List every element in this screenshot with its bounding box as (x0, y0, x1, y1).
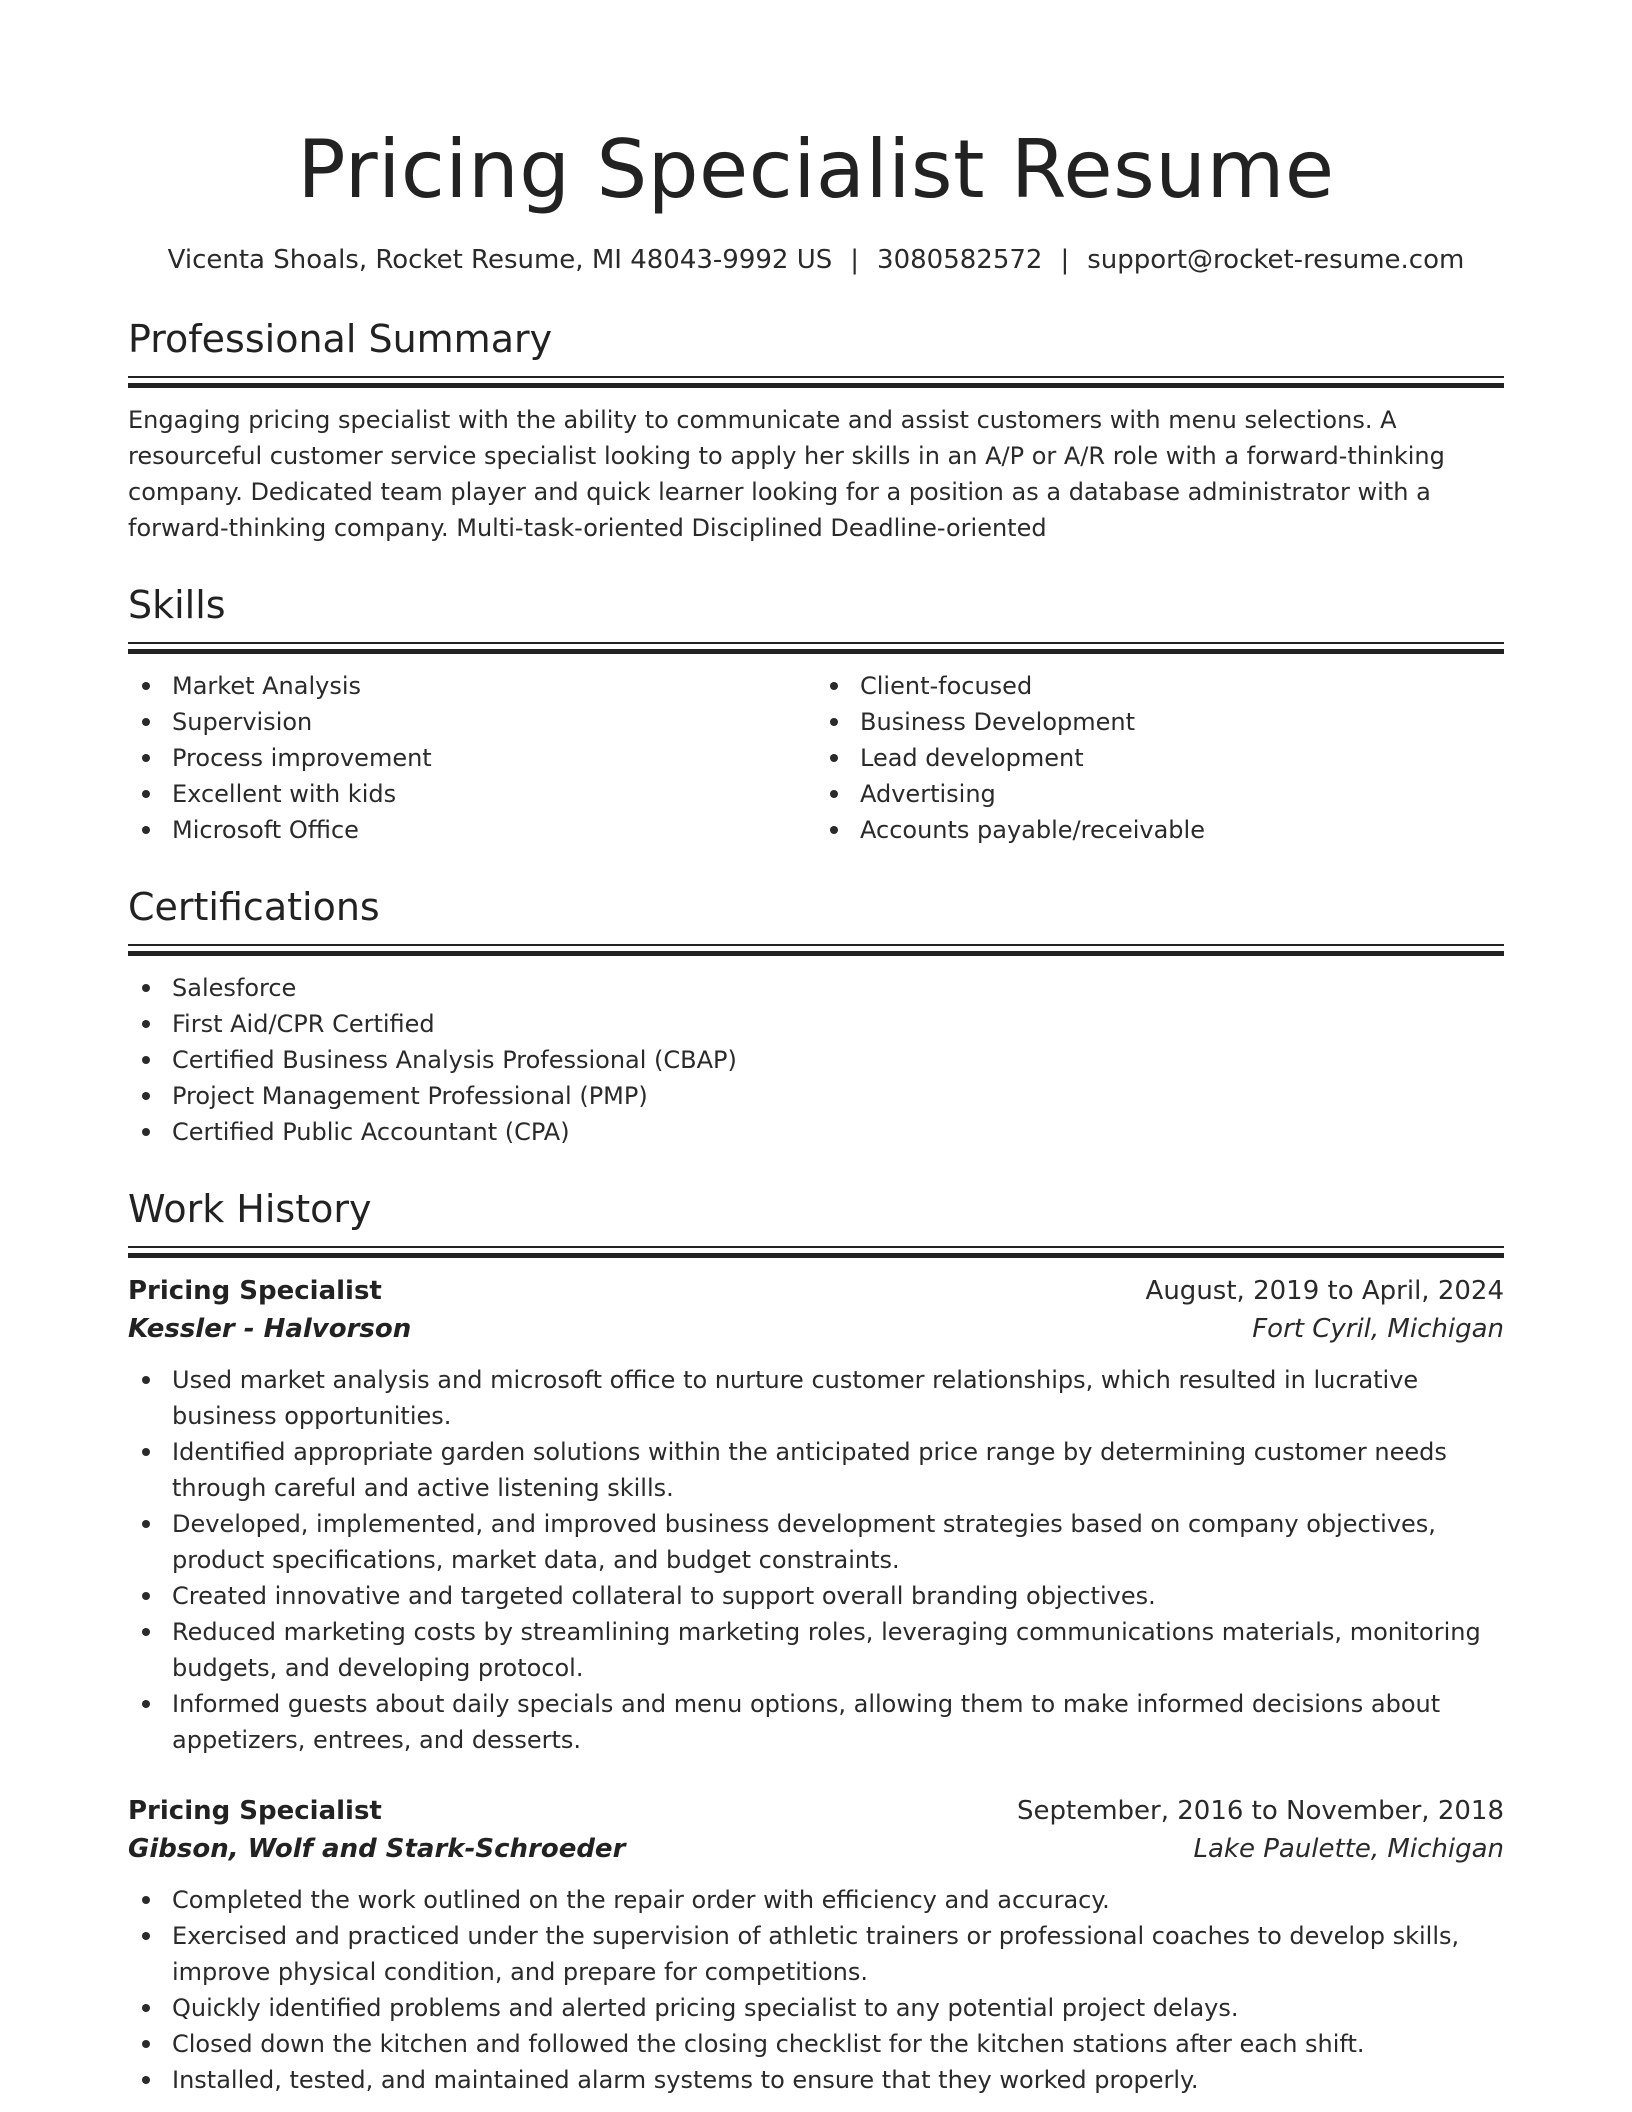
section-divider (128, 376, 1504, 388)
skill-item: Client-focused (816, 668, 1504, 704)
skills-column-right (816, 668, 1504, 848)
section-heading-work-history: Work History (128, 1187, 372, 1231)
certifications-list (128, 970, 1504, 1150)
job-bullet-list (128, 1362, 1504, 1758)
contact-line (128, 240, 1504, 280)
job-bullet: Quickly identified problems and alerted pricing specialist to any potential project delays. (128, 1990, 1504, 2026)
job-bullet: Used market analysis and microsoft office to nurture customer relationships, which resulted in lucrative business opportunities. (128, 1362, 1504, 1434)
job-dates: September, 2016 to November, 2018 (1017, 1796, 1504, 1826)
section-heading-skills: Skills (128, 583, 226, 627)
contact-separator: | (1060, 245, 1070, 275)
job-company: Kessler - Halvorson (128, 1314, 412, 1344)
certification-item: First Aid/CPR Certified (128, 1006, 1504, 1042)
job-location: Fort Cyril, Michigan (1252, 1314, 1504, 1344)
job-dates: August, 2019 to April, 2024 (1145, 1276, 1504, 1306)
job-entry (128, 1792, 1504, 2098)
skill-item: Advertising (816, 776, 1504, 812)
work-history-section (128, 1184, 1504, 2098)
skill-item: Process improvement (128, 740, 816, 776)
job-location: Lake Paulette, Michigan (1193, 1834, 1504, 1864)
certification-item: Project Management Professional (PMP) (128, 1078, 1504, 1114)
section-heading-summary: Professional Summary (128, 317, 553, 361)
job-bullet: Identified appropriate garden solutions within the anticipated price range by determining customer needs through careful and active listening skills. (128, 1434, 1504, 1506)
job-bullet: Informed guests about daily specials and menu options, allowing them to make informed decisions about appetizers, entrees, and desserts. (128, 1686, 1504, 1758)
job-company-row (128, 1830, 1504, 1868)
skill-item: Accounts payable/receivable (816, 812, 1504, 848)
section-divider (128, 1246, 1504, 1258)
job-header-row (128, 1792, 1504, 1830)
job-header-row (128, 1272, 1504, 1310)
skill-item: Business Development (816, 704, 1504, 740)
skills-grid (128, 668, 1504, 848)
skill-item: Market Analysis (128, 668, 816, 704)
summary-text: Engaging pricing specialist with the ability to communicate and assist customers with menu selections. A resourceful customer service specialist looking to apply her skills in an A/P or A/R role with a forward-thinking company. Dedicated team player and quick learner looking for a position as a database administrator with a forward-thinking company. Multi-task-oriented Disciplined Deadline-oriented (128, 406, 1445, 542)
contact-phone: 3080582572 (877, 245, 1043, 275)
certification-item: Certified Business Analysis Professional (CBAP) (128, 1042, 1504, 1078)
section-divider (128, 642, 1504, 654)
skills-column-left (128, 668, 816, 848)
certification-item: Salesforce (128, 970, 1504, 1006)
certifications-section (128, 882, 1504, 1150)
skill-item: Microsoft Office (128, 812, 816, 848)
job-bullet-list (128, 1882, 1504, 2098)
contact-separator: | (850, 245, 860, 275)
section-divider (128, 944, 1504, 956)
skill-item: Lead development (816, 740, 1504, 776)
contact-address: Vicenta Shoals, Rocket Resume, MI 48043-9992 US (167, 245, 833, 275)
page-title: Pricing Specialist Resume (297, 123, 1335, 216)
job-entry (128, 1272, 1504, 1758)
job-bullet: Reduced marketing costs by streamlining marketing roles, leveraging communications materials, monitoring budgets, and developing protocol. (128, 1614, 1504, 1686)
skill-item: Supervision (128, 704, 816, 740)
job-bullet: Closed down the kitchen and followed the closing checklist for the kitchen stations after each shift. (128, 2026, 1504, 2062)
job-company-row (128, 1310, 1504, 1348)
skill-item: Excellent with kids (128, 776, 816, 812)
job-bullet: Installed, tested, and maintained alarm systems to ensure that they worked properly. (128, 2062, 1504, 2098)
certification-item: Certified Public Accountant (CPA) (128, 1114, 1504, 1150)
job-title: Pricing Specialist (128, 1276, 382, 1306)
contact-email: support@rocket-resume.com (1087, 245, 1465, 275)
job-bullet: Completed the work outlined on the repair order with efficiency and accuracy. (128, 1882, 1504, 1918)
section-heading-certifications: Certifications (128, 885, 380, 929)
job-company: Gibson, Wolf and Stark-Schroeder (128, 1834, 626, 1864)
job-bullet: Developed, implemented, and improved business development strategies based on company objectives, product specifications, market data, and budget constraints. (128, 1506, 1504, 1578)
skills-section (128, 580, 1504, 848)
job-bullet: Exercised and practiced under the supervision of athletic trainers or professional coaches to develop skills, improve physical condition, and prepare for competitions. (128, 1918, 1504, 1990)
job-title: Pricing Specialist (128, 1796, 382, 1826)
summary-section (128, 314, 1504, 546)
job-bullet: Created innovative and targeted collateral to support overall branding objectives. (128, 1578, 1504, 1614)
